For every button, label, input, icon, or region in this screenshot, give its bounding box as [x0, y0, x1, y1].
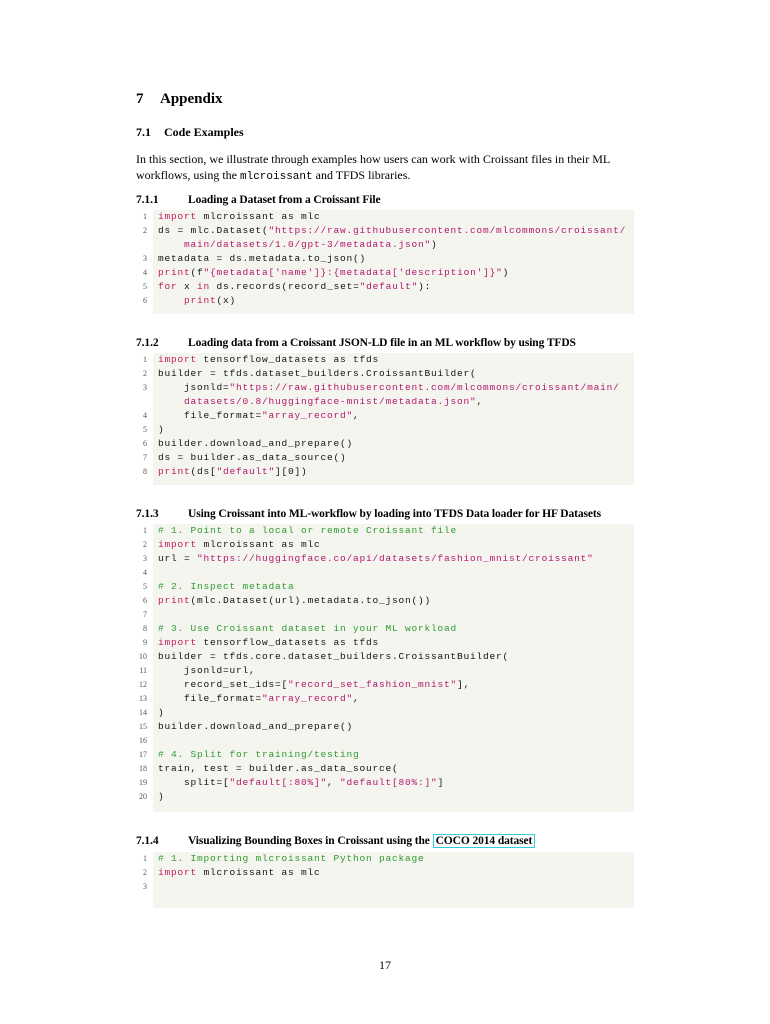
code-text: ) [158, 707, 165, 718]
line-number: 1 [143, 854, 147, 863]
intro-text-2: and TFDS libraries. [312, 168, 411, 182]
code-text: builder = tfds.core.dataset_builders.CroissantBuilder( [158, 651, 510, 662]
code-line [143, 266, 634, 280]
code-text: jsonld="https://raw.githubusercontent.com/mlcommons/croissant/main/ [158, 382, 620, 393]
subsection-title: Code Examples [164, 125, 244, 139]
code-line [143, 566, 634, 580]
code-text: # 3. Use Croissant dataset in your ML workload [158, 623, 458, 634]
subsubsection-title: Visualizing Bounding Boxes in Croissant using the [188, 835, 433, 847]
line-number: 7 [143, 610, 147, 619]
code-text: print(x) [184, 295, 237, 306]
subsubsection-heading-1 [136, 194, 380, 206]
subsection-number: 7.1 [136, 125, 151, 139]
code-text: print(f"{metadata['name']}:{metadata['description']}") [158, 267, 510, 278]
code-text: builder = tfds.dataset_builders.CroissantBuilder( [158, 368, 477, 379]
line-number: 16 [139, 736, 147, 745]
line-number: 9 [143, 638, 147, 647]
code-text: print(mlc.Dataset(url).metadata.to_json()) [158, 595, 432, 606]
code-line [139, 734, 634, 748]
line-number: 5 [143, 282, 147, 291]
line-number: 12 [139, 680, 147, 689]
code-line [139, 776, 634, 790]
code-block-2 [143, 353, 634, 485]
line-number: 6 [143, 596, 147, 605]
subsubsection-title: Using Croissant into ML-workflow by loading into TFDS Data loader for HF Datasets [188, 508, 601, 520]
line-number: 13 [139, 694, 147, 703]
code-text: import mlcroissant as mlc [158, 539, 321, 550]
subsubsection-title: Loading data from a Croissant JSON-LD file in an ML workflow by using TFDS [188, 337, 576, 349]
intro-mono-mlcroissant: mlcroissant [240, 171, 313, 183]
line-number: 3 [143, 254, 147, 263]
code-block-4 [143, 852, 634, 908]
code-block-1 [143, 210, 634, 314]
code-text: # 1. Point to a local or remote Croissant file [158, 525, 458, 536]
code-line [143, 524, 634, 538]
line-number: 2 [143, 868, 147, 877]
code-text: datasets/0.8/huggingface-mnist/metadata.json", [158, 396, 484, 407]
intro-paragraph [136, 151, 638, 185]
code-text: # 1. Importing mlcroissant Python package [158, 853, 425, 864]
code-text: # 2. Inspect metadata [158, 581, 295, 592]
code-text: import mlcroissant as mlc [158, 867, 321, 878]
code-text: import tensorflow_datasets as tfds [158, 354, 380, 365]
line-number: 4 [143, 268, 147, 277]
line-number: 4 [143, 568, 147, 577]
code-line [143, 423, 634, 437]
code-line [143, 353, 634, 367]
code-text: record_set_ids=["record_set_fashion_mnist"], [158, 679, 471, 690]
code-line [139, 748, 634, 762]
code-text: url = "https://huggingface.co/api/datasets/fashion_mnist/croissant" [158, 553, 594, 564]
code-text: train, test = builder.as_data_source( [158, 763, 399, 774]
section-number: 7 [136, 91, 144, 107]
code-line [143, 622, 634, 636]
code-line [143, 437, 634, 451]
code-line [143, 280, 634, 294]
code-line [143, 409, 634, 423]
subsubsection-number: 7.1.2 [136, 337, 159, 349]
code-line [153, 238, 634, 252]
subsubsection-number: 7.1.4 [136, 835, 159, 847]
code-line [153, 395, 634, 409]
subsubsection-number: 7.1.3 [136, 508, 159, 520]
subsubsection-heading-2 [136, 337, 576, 349]
line-number: 17 [139, 750, 147, 759]
code-text: ds = builder.as_data_source() [158, 452, 347, 463]
code-text: main/datasets/1.0/gpt-3/metadata.json") [158, 239, 438, 250]
line-number: 5 [143, 425, 147, 434]
line-number: 8 [143, 624, 147, 633]
code-line [143, 210, 634, 224]
code-line [139, 650, 634, 664]
code-line [139, 720, 634, 734]
code-text: file_format="array_record", [158, 410, 360, 421]
code-line [139, 790, 634, 804]
code-line [139, 678, 634, 692]
code-line [139, 692, 634, 706]
line-number: 1 [143, 212, 147, 221]
line-number: 2 [143, 226, 147, 235]
intro-text-1: In this section, we illustrate through examples how users can work with Croissant files in their ML workflows, using the [136, 152, 610, 182]
line-number: 2 [143, 369, 147, 378]
code-line [143, 538, 634, 552]
line-number: 1 [143, 355, 147, 364]
code-line [143, 580, 634, 594]
line-number: 6 [143, 439, 147, 448]
code-line [143, 866, 634, 880]
code-line [143, 852, 634, 866]
code-line [143, 594, 634, 608]
code-text: for x in ds.records(record_set="default"): [158, 281, 432, 292]
code-text: split=["default[:80%]", "default[80%:]"] [158, 777, 445, 788]
line-number: 18 [139, 764, 147, 773]
subsubsection-heading-3 [136, 508, 601, 520]
code-line [139, 664, 634, 678]
code-line [143, 880, 634, 894]
subsubsection-number: 7.1.1 [136, 194, 159, 206]
code-line [143, 465, 634, 479]
subsubsection-heading-4 [136, 835, 535, 847]
code-text: jsonld=url, [158, 665, 256, 676]
line-number: 14 [139, 708, 147, 717]
line-number: 1 [143, 526, 147, 535]
line-number: 4 [143, 411, 147, 420]
code-line [139, 706, 634, 720]
line-number: 11 [139, 666, 147, 675]
section-title: Appendix [160, 91, 223, 107]
code-text: ds = mlc.Dataset("https://raw.githubusercontent.com/mlcommons/croissant/ [158, 225, 627, 236]
code-text: file_format="array_record", [158, 693, 360, 704]
line-number: 2 [143, 540, 147, 549]
line-number: 15 [139, 722, 147, 731]
line-number: 8 [143, 467, 147, 476]
line-number: 20 [139, 792, 147, 801]
code-line [143, 224, 634, 238]
code-block-3 [139, 524, 634, 812]
line-number: 7 [143, 453, 147, 462]
line-number: 5 [143, 582, 147, 591]
code-line [143, 252, 634, 266]
code-text: builder.download_and_prepare() [158, 438, 354, 449]
line-number: 3 [143, 383, 147, 392]
code-text: metadata = ds.metadata.to_json() [158, 253, 367, 264]
code-line [139, 762, 634, 776]
page-number: 17 [379, 958, 391, 972]
code-text: import tensorflow_datasets as tfds [158, 637, 380, 648]
code-text: # 4. Split for training/testing [158, 749, 360, 760]
section-heading [136, 91, 223, 108]
line-number: 19 [139, 778, 147, 787]
code-line [143, 381, 634, 395]
code-line [143, 608, 634, 622]
coco-dataset-link[interactable]: COCO 2014 dataset [433, 834, 536, 848]
line-number: 3 [143, 882, 147, 891]
code-text: import mlcroissant as mlc [158, 211, 321, 222]
code-text: ) [158, 424, 165, 435]
code-line [143, 552, 634, 566]
subsubsection-title: Loading a Dataset from a Croissant File [188, 194, 381, 206]
subsection-heading [136, 125, 244, 140]
line-number: 10 [139, 652, 147, 661]
code-line [143, 451, 634, 465]
code-text: print(ds["default"][0]) [158, 466, 308, 477]
code-text: builder.download_and_prepare() [158, 721, 354, 732]
line-number: 6 [143, 296, 147, 305]
code-line [143, 294, 634, 308]
code-line [153, 894, 634, 908]
line-number: 3 [143, 554, 147, 563]
code-text: ) [158, 791, 165, 802]
code-line [143, 636, 634, 650]
code-line [143, 367, 634, 381]
